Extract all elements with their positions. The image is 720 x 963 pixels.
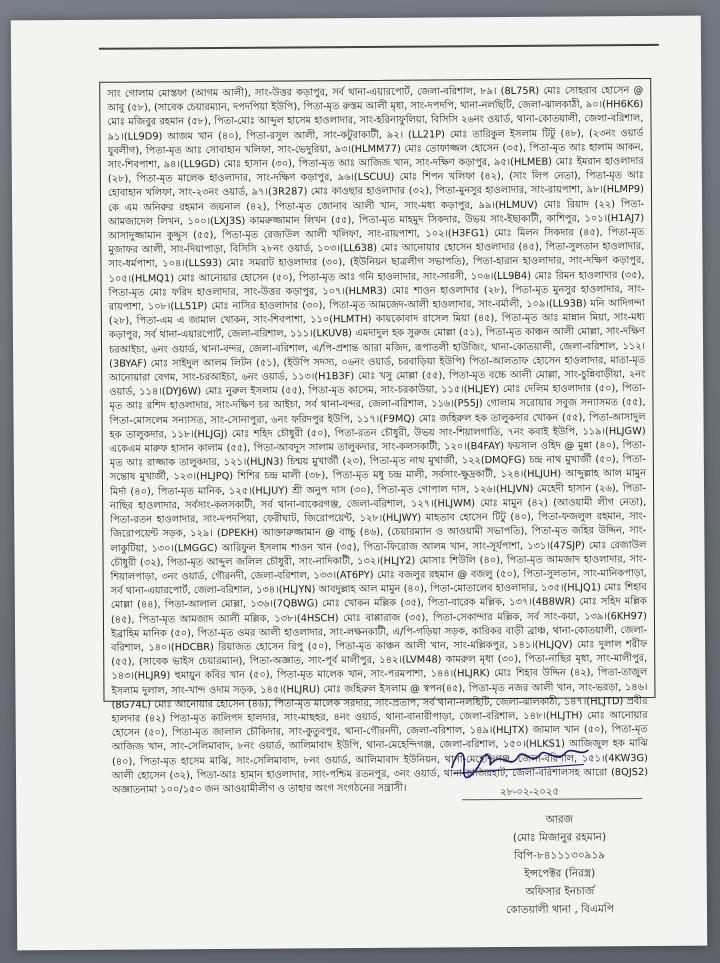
accused-list-text: সাং গোলাম মোস্তফা (আগম আলী), সাং-উত্তর কড়াপুর, সর্ব থানা-এয়ারপোর্ট, জেলা-বরিশাল, ৮৯। (8L75R) মোঃ সোহরাব হোসেন @ আবু (৫৮), (সাবেক চেয়ারম্যান, দপদপিয়া ইউপি), পিতা-মৃত রুস্তম আলী মৃধা, সাং-দপদপি, থানা-নলছিটি, জেলা-ঝালকাঠী, ৯০।(HH6K6) মোঃ মজিবুর রহমান (৫৮), পিতা-মোঃ আব্দুল হাসেম হাওলাদার, সাং-হরিনাফুলিয়া, বিসিসি ২৬নং ওয়ার্ড, থানা-কোতয়ালী, জেলা-বরিশাল, ৯১।(LL9D9) আজম খান (৪০), পিতা-রসুল আলী, সাং-কটুরাকাটী, ৯২। (LL21P) মোঃ তারিকুল ইসলাম টিটু (৪৮), (২৩নং ওয়ার্ড যুবলীগ), পিতা-মৃত আঃ সোবাহান খলিফা, সাং-ভেদুরিয়া, ৯৩।(HLMM77) মোঃ তোফাজ্জল হোসেন (৩৫), পিতা-মৃত আঃ হালাম আকন, সাং-শিবপাশা, ৯৪।(LL9GD) মোঃ হাসান (৩০), পিতা-মৃত আঃ আজিজ খান, সাং-দক্ষিণ কড়াপুর, ৯৫।(HLMEB) মোঃ ইমরান হাওলাদার (২৮), পিতা-মৃত মালেক হাওলাদার, সাং-দক্ষিণ কড়াপুর, ৯৬।(LSCUU) মোঃ শিপন খলিফা (৪২), (সাং লিপ নেতা), পিতা-মৃত আঃ হোবাহান খলিফা, সাং-২৩নং ওয়ার্ড, ৯৭।(3R287) মোঃ কাওছার হাওলাদার (৩২), পিতা-মুনসুর হাওলাদার, সাং-রায়পাশা, ৯৮।(HLMP9) কে এম অনিরুর রহমান জয়নাল (৪২), পিতা-মৃত জোনাব আলী খান, সাং-মধ্য কড়াপুর, ৯৯।(HLMUV) মোঃ রিয়াদ (২২) পিতা-আমজাদেল লিখন, ১০০।(LXJ3S) কামরুজ্জামান লিখন (৫৫), পিতা-মৃত মাহমুদ সিকদার, উভয় সাং-ইছাকাটী, কাশিপুর, ১০১।(H1AJ7) আসাদুজ্জামান কুদ্দুস (৫৫), পিতা-মৃত রেজাউল আলী খলিফা, সাং-রায়পাশা, ১০২।(H3FG1) মোঃ মিলন সিকদার (৪৫), পিতা-মৃত মুজাফর আলী, সাং-দিয়াপাড়া, বিসিসি ২৮নং ওয়ার্ড, ১০৩।(LL638) মোঃ আনোয়ার হোসেন হাওলাদার (৪৫), পিতা-সুলতান হাওলাদার, সাং-ধর্মপাশা, ১০৪।(LLS93) মোঃ সমরাট হাওলাদার (৩০), (ইউনিয়ন ছাত্রলীগ সভাপতি), পিতা-হারান হাওলাদার, সাং-দক্ষিণ কড়াপুর, ১০৫।(HLMQ1) মোঃ আনোয়ার হোসেন (৫০), পিতা-মৃত আঃ গনি হাওলাদার, সাং-সারসী, ১০৬।(LL9B4) মোঃ রিমন হাওলাদার (৩৫), পিতা-মৃত মোঃ ফরিদ হাওলাদার, সাং-উত্তর কড়াপুর, ১০৭।(HLMR3) মোঃ শাওন হাওলাদার (২৮), পিতা-মৃত মুনসুর হাওলাদার, সাং-রায়পাশা, ১০৮।(LL51P) মোঃ নাসির হাওলাদার (৩০), পিতা-মৃত আমজেদ-আলী হাওলাদার, সাং-বর্মালী, ১০৯।(LL93B) মনি আদিগন্দা (২৮), পিতা-এম এ জামাল খোকন, সাং-শিবপাশা, ১১০(HLMTH) কায়কোবাদ রাসেল মিয়া (৪৫), পিতা-মৃত আঃ মান্নান মিয়া, সাং-মধ্য কড়াপুর, সর্ব থানা-এয়ারপোর্ট, জেলা-বরিশাল, ১১১।(LKUV8) এমদাদুল হক সুরুজ মোল্লা (৫১), পিতা-মৃত কাঞ্চন আলী মোল্লা, সাং-দক্ষিণ চরআইচা, ৬নং ওয়ার্ড, থানা-বন্দর, জেলা-বরিশাল, এ/পি-প্রশান্ত আরা মজিদ, রূপাতলী হাউজিং, থানা-কোতয়ালী, জেলা-বরিশাল, ১১২।(3BYAF) মোঃ সাইদুল আলম লিটন (৫১), (ইউপি সদস্য, ০৬নং ওয়ার্ড, চরবাড়িয়া ইউপি) পিতা-আলতাফ হোসেন হাওলাদার, মাতা-মৃত আনোয়ারা বেগম, সাং-চরআইচা, ৬নং ওয়ার্ড, ১১৩।(H1B3F) মোঃ খসু মোল্লা (৫৫), পিতা-মৃত বচ্চে আলী মোল্লা, সাং-চুন্নিবাড়ীয়া, ২নং ওয়ার্ড, ১১৪।(DYJ6W) মোঃ নুরুল ইসলাম (৫৫), পিতা-মৃত কাসেম, সাং-চরকাউয়া, ১১৫।(HLJEY) মোঃ দেলিম হাওলাদার (৫০), পিতা-মৃত আঃ রশিদ হাওলাদার, সাং-দক্ষিণ চর আইচা, সর্ব থানা-বন্দর, জেলা-বরিশাল, ১১৬।(P55J) গোলাম সরোয়ার সবুজ সন্যাসমত (৫৫), পিতা-মোসলেম সন্যাসত, সাং-সোনাপুরা, ৬নং ফরিদপুর ইউপি, ১১৭।(F9MQ) মোঃ জহিরুল হক তালুকদার খোকন (৫৫), পিতা-আসাদুল হক তালুকদার, ১১৮।(HLJGJ) মোঃ শহিদ চৌধুরী (৫০), পিতা-রতন চৌধুরী, উভয় সাং-শিয়ালগাতি, ৭নং কবাই ইউপি, ১১৯।(HLJGW) একেএম মারুফ হাসান কালাম (৫৫), পিতা-আবদুস সালাম তালুকদার, সাং-কলসকাটী, ১২০।(B4FAY) ফয়সাল ওহিদ @ মুন্না (৪০), পিতা-মৃত আঃ রাজ্জাক তালুকদার, ১২১।(HLJN3) চিন্ময় মুখার্জী (২৩), পিতা-মৃত নাথ মুখার্জী, ১২২(DMQFG) চন্দ্র নাথ মুখার্জী (৫০), পিতা-সন্তোষ মুখার্জী, ১২৩।(HLJPQ) শিশির চন্দ্র মালী (৩৮), পিতা-মৃত মধু চন্দ্র মালী, সর্বসাং-ক্ষুদ্রকাটী, ১২৪।(HLJUH) আব্দুল্লাহ আল মামুন মির্দা (৪০), পিতা-মৃত মানিক, ১২৫।(HLJUY) শ্রী অনুপ দাস (৩০), পিতা-মৃত গোপাল দাস, ১২৬।(HLJVN) মেহেদী হাসান (২৬), পিতা-নাছির হাওলাদার, সর্বসাং-কলসকাটী, সর্ব থানা-বাকেরগঞ্জ, জেলা-বরিশাল, ১২৭।(HLJWM) মোঃ মামুন (৪২) (আওয়ামী লীগ নেতা), পিতা-রতন হাওলাদার, সাং-দপদপিয়া, ফেরীঘাট, জিরোপয়েন্ট, ১২৮।(HLJWY) মাহতাব হোসেন টিটু (৪০), পিতা-ফজলুল রহমান, সাং-জিরোপয়েন্ট সড়ক, ১২৯। (DPEKH) আক্তারুজ্জামান @ বাচ্চু (৪৬), (চেয়ারম্যান ও আওয়ামী সভাপতি), পিতা-মৃত জহির উদ্দিন, সাং-লাকুটিয়া, ১৩০।(LMGGC) আরিফুল ইসলাম শাওন খান (৩৫), পিতা-ফিরোজ আলম খান, সাং-সূর্যপাশা, ১৩১।(47SJP) মোঃ রেজাউল চৌধুরী (৩২), পিতা-মৃত আব্দুল জলিল চৌধুরী, সাং-নাদিকাটী, ১৩২।(HLJY2) মোসাঃ শিউলি (৪০), পিতা-মৃত আমজাদ হাওলাদার, সাং-শিয়ালপাড়া, ৩নং ওয়ার্ড, গৌরনদী, জেলা-বরিশাল, ১৩৩।(AT6PY) মোঃ বজলুর রহমান @ বজলু (৫০), পিতা-সুলতান, সাং-মানিকপাড়া, সর্ব থানা-এয়ারপোর্ট, জেলা-বরিশাল, ১৩৪।(HLJYN) আবদুল্লাহ আল মামুন (৪০), পিতা-মোতালেব হাওলাদার, ১৩৫।(HLJQ1) মোঃ শিহাব মোল্লা (৪৪), পিতা-আলাল মোল্লা, ১৩৬।(7QBWG) মোঃ খোকন মল্লিক (৩৫), পিতা-বারেক মল্লিক, ১৩৭।(4B8WR) মোঃ সহিদ মল্লিক (৪৫), পিতা-মৃত আমজাদ আলী মল্লিক, ১৩৮।(4HSCH) মোঃ বাপ্পারাজ (৩৫), পিতা-সেকান্দার মল্লিক, সর্ব সাং-কয়া, ১৩৯।(6KH97) ইব্রাহিম মানিক (৫০), পিতা-মৃত ওমর আলী হাওলাদার, সাং-লক্ষনকাটী, এ/পি-গড়িয়া সড়ক, কারিকর বাড়ী ব্রাঞ্চ, থানা-কোতয়ালী, জেলা-বরিশাল, ১৪০।(HDCBR) রিয়াজত হোসেন রিপু (৫০), পিতা-মৃত কাঞ্চন আলী খান, সাং-মল্লিকপুর, ১৪১।(HLJQV) মোঃ দুলাল শরীফ (৫৫), (সাবেক ভাইস চেয়ারম্যান), পিতা-অজ্ঞাত, সাং-পূর্ব মালীপুর, ১৪২।(LVM48) কামরুল মৃধা (৩০), পিতা-নাছির মৃধা, সাং-মালীপুর, ১৪৩।(HLJR9) হুমায়ুন কবির খান (৫০), পিতা-মৃত মালেক খান, সাং-পরমপাশা, ১৪৪।(HLJRK) মোঃ শিহাব উদ্দিন (৪২), পিতা-তাজুল ইসলাম দুলাল, সাং-খান্দ ওদাম সড়ক, ১৪৫।(HLJRU) মোঃ জহিরুল ইসলাম @ স্বপন(৪৫), পিতা-মৃত নজর আলী খান, সাং-ভরড়া, ১৪৬।(8G74L) মোঃ আনোয়ার হোসেন (৪৬), পিতা-মৃত মালেক সরদার, সাং-প্রতাপ, সর্ব থানা-নলছিটি, জেলা-ঝালকাঠী, ১৪৭।(HLJTD) প্রবীর হালদার (৪২) পিতা-মৃত কালিপদ হালদার, সাং-মাছহর, ৪নং ওয়ার্ড, থানা-বানারীপাড়া, জেলা-বরিশাল, ১৪৮।(HLJTH) মোঃ আনোয়ার হোসেন (৫০), পিতা-মৃত জালাল চৌকিদার, সাং-কুতুবপুর, থানা-গৌরনদী, জেলা-বরিশাল, ১৪৯।(HLJTX) জামাল খান (৫০), পিতা-মৃত আজিজ খান, সাং-সেলিমাবাদ, ৮নং ওয়ার্ড, আলিমাবাদ ইউপি, থানা-মেহেন্দিগঞ্জ, জেলা-বরিশাল, ১৫০।(HLKS1) আজিজুল হক মাঝি (৪০), পিতা-মৃত হাসেম মাঝি, সাং-সেলিমাবাদ, ৮নং ওয়ার্ড, আলিমাবাদ ইউনিয়ন, থানা-মেহেন্দিগঞ্জ, জেলা-বরিশাল, ১৫১।(4KW3G) আলী হোসেন (৩২), পিতা-আঃ হামান হাওলাদার, সাং-পশ্চিম রতনপুর, ৩নং ওয়ার্ড, থানা-কাজিরহাট, জেলা-বরিশালসহ আরো (8QJS2) অজ্ঞাতনামা ১০০/১৫০ জন আওয়ামীলীগ ও তাহার অংগ সংগঠনের সন্ত্রাসী। [99, 78, 655, 702]
handwritten-signature [444, 736, 594, 785]
top-rule [99, 44, 659, 50]
seal-line-station: কোতয়ালী থানা , বিএমপি [505, 903, 614, 916]
document-page [11, 16, 707, 951]
seal-line-bp-number: বিপি-৮৪১১১৩০৯১৯ [514, 849, 606, 862]
seal-line-rank: ইন্সপেক্টর (নিরস্ত্র) [524, 867, 596, 880]
signature-date: ২৮-০২-২০২৫ [500, 786, 559, 799]
seal-line-designation: অফিসার ইনচার্জ [525, 885, 595, 898]
seal-line-attestation: আরজ [545, 813, 574, 826]
seal-line-name: (মোঃ মিজানুর রহমান) [512, 831, 607, 844]
officer-seal [444, 810, 675, 920]
